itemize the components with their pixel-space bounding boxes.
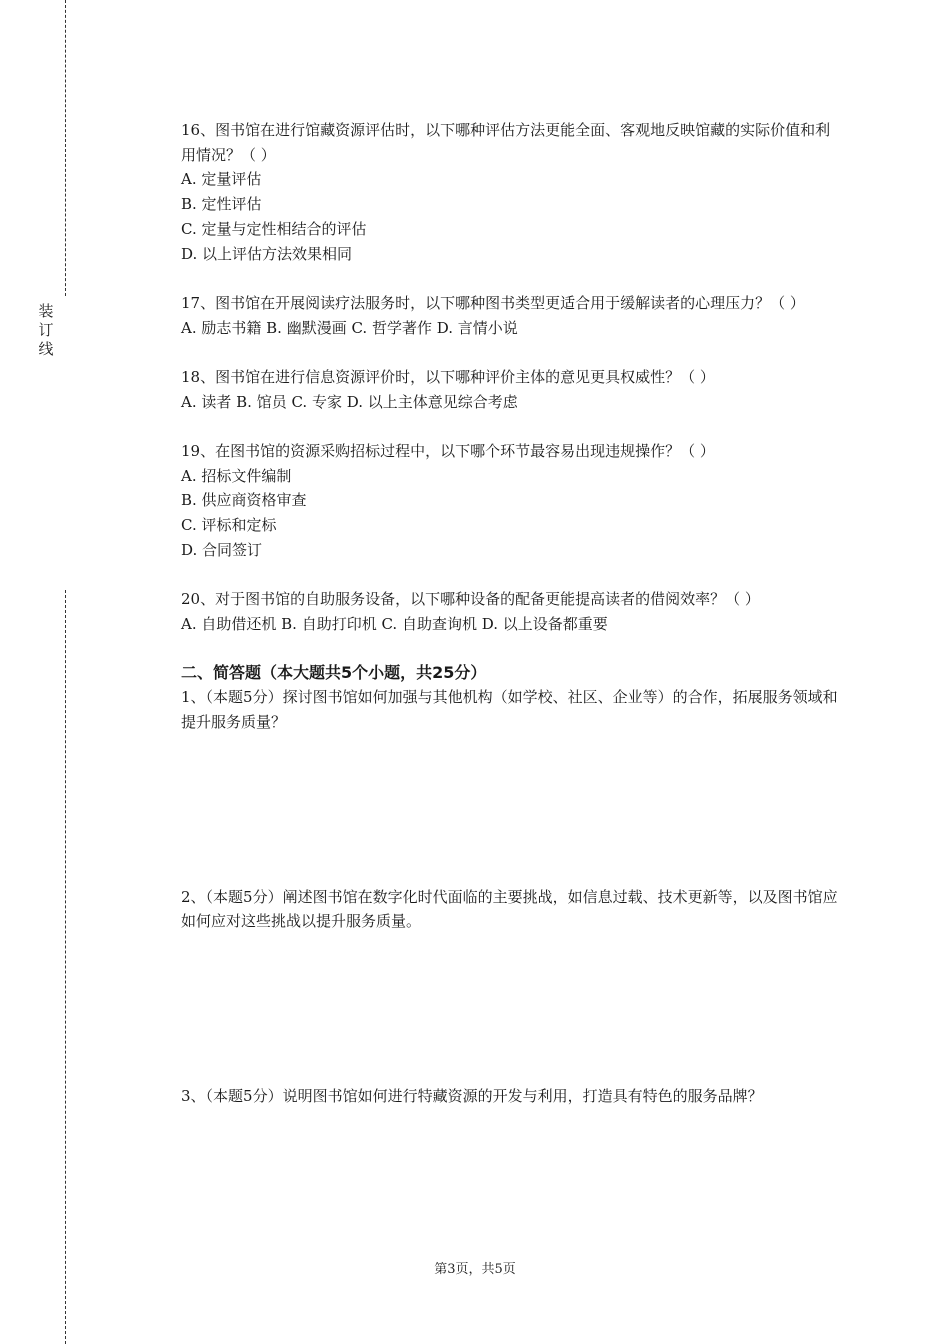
short-answer-1: 1、（本题5分）探讨图书馆如何加强与其他机构（如学校、社区、企业等）的合作，拓展服务领域和提升服务质量？ [181,688,838,732]
option: A. 定量评估 [181,170,262,189]
binding-line-top [65,0,66,296]
binding-char: 线 [38,340,54,358]
question-stem: 19、在图书馆的资源采购招标过程中，以下哪个环节最容易出现违规操作？（ ） [181,441,715,460]
option: D. 以上评估方法效果相同 [181,244,353,263]
question-16 [181,118,841,266]
binding-label [37,302,55,359]
option-row: A. 自助借还机 B. 自助打印机 C. 自助查询机 D. 以上设备都重要 [181,614,608,633]
binding-line-bottom [65,590,66,1344]
question-20 [181,587,841,636]
question-19 [181,439,841,563]
option-row: A. 励志书籍 B. 幽默漫画 C. 哲学著作 D. 言情小说 [181,318,518,337]
option: A. 招标文件编制 [181,466,292,485]
option: B. 供应商资格审查 [181,491,307,510]
option: D. 合同签订 [181,540,263,559]
question-stem: 17、图书馆在开展阅读疗法服务时，以下哪种图书类型更适合用于缓解读者的心理压力？（ ） [181,293,805,312]
question-18 [181,365,841,414]
option: B. 定性评估 [181,195,262,214]
question-stem: 18、图书馆在进行信息资源评价时，以下哪种评价主体的意见更具权威性？（ ） [181,367,715,386]
exam-content [181,118,841,1109]
option-row: A. 读者 B. 馆员 C. 专家 D. 以上主体意见综合考虑 [181,392,518,411]
question-17 [181,291,841,340]
binding-char: 订 [38,321,54,339]
option: C. 定量与定性相结合的评估 [181,219,367,238]
section-title: 二、简答题（本大题共5个小题，共25分） [181,663,487,683]
question-stem: 20、对于图书馆的自助服务设备，以下哪种设备的配备更能提高读者的借阅效率？（ ） [181,589,760,608]
short-answer-3: 3、（本题5分）说明图书馆如何进行特藏资源的开发与利用，打造具有特色的服务品牌？ [181,1087,763,1106]
short-answer-2: 2、（本题5分）阐述图书馆在数字化时代面临的主要挑战，如信息过载、技术更新等，以及图书馆应如何应对这些挑战以提升服务质量。 [181,887,838,931]
question-stem: 16、图书馆在进行馆藏资源评估时，以下哪种评估方法更能全面、客观地反映馆藏的实际价值和利用情况？（ ） [181,121,831,164]
binding-char: 装 [38,302,54,320]
page-footer: 第3页，共5页 [434,1262,516,1277]
option: C. 评标和定标 [181,515,277,534]
